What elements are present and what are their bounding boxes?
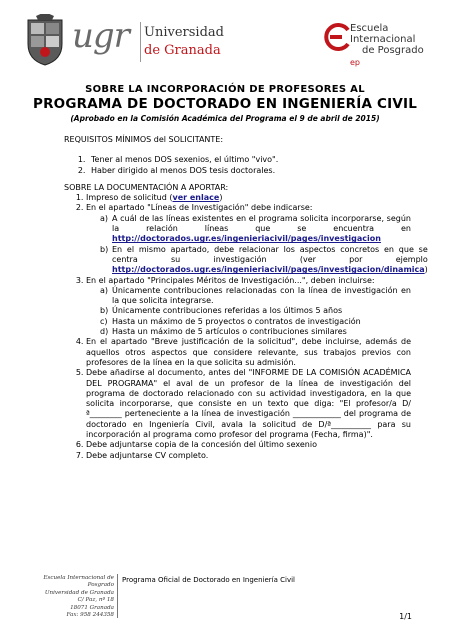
ep-line3: de Posgrado <box>362 45 424 56</box>
page-header <box>22 14 428 70</box>
sub-item: a) Únicamente contribuciones relacionadas con la línea de investigación en la que solicita integrarse. <box>100 285 411 306</box>
ver-enlace-link[interactable]: ver enlace <box>172 193 220 203</box>
list-item: 5. Debe añadirse al documento, antes del "INFORME DE LA COMISIÓN ACADÉMICA DEL PROGRAMA" el aval de un profesor de la línea de investigación del programa de doctorado relacionado con su actividad investigadora, en la que solicita incorporarse, que consiste en un texto que diga: "El profesor/a D/ª________ perteneciente a la línea de investigación ____________ del programa de doctorado en Ingeniería Civil, avala la solicitud de D/ª__________ para su incorporación al programa como profesor del programa (Fecha, firma)". <box>86 368 411 440</box>
sub-item: c) Hasta un máximo de 5 proyectos o contratos de investigación <box>100 316 361 326</box>
sub-item: b) En el mismo apartado, debe relacionar los aspectos concretos en que se centra su investigación (ver por ejemplo http://doctorados.ugr.es/ingenieriacivil/pages/investigacion/dinamica) <box>100 244 428 275</box>
list-item: 7. Debe adjuntarse CV completo. <box>86 451 411 461</box>
sub-item: d) Hasta un máximo de 5 artículos o contribuciones similares <box>100 327 347 337</box>
header-divider <box>140 22 141 62</box>
university-name-line1: Universidad <box>144 25 224 40</box>
ep-logo-icon <box>322 22 352 52</box>
title-approval-note: (Aprobado en la Comisión Académica del Programa el 9 de abril de 2015) <box>70 114 380 123</box>
sublist <box>86 286 411 337</box>
university-name-line2: de Granada <box>144 43 221 58</box>
page-number: 1/1 <box>399 612 412 621</box>
documentacion-heading: SOBRE LA DOCUMENTACIÓN A APORTAR: <box>64 182 229 192</box>
sub-item: a) A cuál de las líneas existentes en el programa solicita incorporarse, según la relación líneas que se encuentra en http://doctorados.ugr.es/ingenieriacivil/pages/investigacion <box>100 213 411 244</box>
university-crest-icon <box>22 14 68 66</box>
document-body <box>64 135 428 461</box>
list-item: 4. En el apartado "Breve justificación de la solicitud", debe incluirse, además de aquellos otros aspectos que considere relevante, sus trabajos previos con profesores de la línea en la que solicita su admisión. <box>86 337 411 368</box>
ep-line2: Internacional <box>350 34 416 45</box>
footer-program: Programa Oficial de Doctorado en Ingeniería Civil <box>122 576 295 584</box>
requisitos-heading: REQUISITOS MÍNIMOS del SOLICITANTE: <box>64 135 224 144</box>
footer-divider <box>117 574 118 618</box>
list-item: 6. Debe adjuntarse copia de la concesión del último sexenio <box>86 440 411 450</box>
title-line2: PROGRAMA DE DOCTORADO EN INGENIERÍA CIVIL <box>32 96 418 112</box>
investigacion-link[interactable]: http://doctorados.ugr.es/ingenieriacivil/pages/investigacion <box>112 234 381 244</box>
title-line1: SOBRE LA INCORPORACIÓN DE PROFESORES AL <box>85 84 365 95</box>
document-title <box>0 84 450 123</box>
dinamica-link[interactable]: http://doctorados.ugr.es/ingenieriacivil/pages/investigacion/dinamica <box>112 265 425 275</box>
footer-address: Escuela Internacional de Posgrado Universidad de Granada C/ Paz, nº 18 18071 Granada Fax: 958 244358 <box>43 575 114 619</box>
documentacion-list <box>64 193 428 461</box>
sub-item: b) Únicamente contribuciones referidas a los últimos 5 años <box>100 306 343 316</box>
list-item: 1. Tener al menos DOS sexenios, el último "vivo". <box>88 155 411 165</box>
list-item: 3. En el apartado "Principales Méritos de Investigación...", deben incluirse: a) Únicamente contribuciones relacionadas con la línea de investigación en la que solicita integrarse. b) Únicamente contribuciones referidas a los últimos 5 años c) Hasta un máximo de 5 proyectos o contratos de investigación d) Hasta un máximo de 5 artículos o contribuciones similares <box>86 276 411 338</box>
ep-line1: Escuela <box>350 23 389 34</box>
list-item: 1. Impreso de solicitud (ver enlace) <box>86 193 411 203</box>
sublist <box>86 213 428 276</box>
list-item: 2. Haber dirigido al menos DOS tesis doctorales. <box>88 166 411 176</box>
requisitos-list <box>64 155 411 176</box>
ugr-logotype: ugr <box>72 16 129 56</box>
list-item: 2. En el apartado "Líneas de Investigación" debe indicarse: a) A cuál de las líneas existentes en el programa solicita incorporarse, según la relación líneas que se encuentra en http://doctorados.ugr.es/ingenieriacivil/pages/investigacion b) En el mismo apartado, debe relacionar los aspectos concretos en que se centra su investigación (ver por ejemplo http://doctorados.ugr.es/ingenieriacivil/pages/investigacion/dinamica) <box>86 203 411 275</box>
ep-mark: ep <box>350 58 360 67</box>
